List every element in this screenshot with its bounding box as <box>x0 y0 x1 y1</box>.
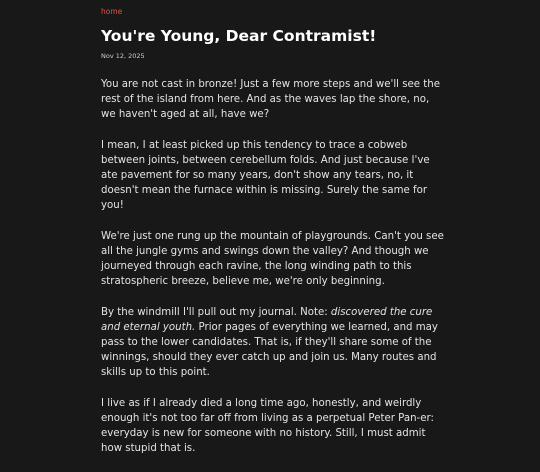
post-body <box>101 77 446 472</box>
post-date: Nov 12, 2025 <box>101 52 145 60</box>
paragraph-text: By the windmill I'll pull out my journal. Note: <box>101 307 331 318</box>
emphasis-text: discovered the cure and eternal youth. <box>101 307 433 333</box>
paragraph: You are not cast in bronze! Just a few more steps and we'll see the rest of the island from here. And as the waves lap the shore, no, we haven't aged at all, have we? <box>101 79 441 120</box>
post-title: You're Young, Dear Contramist! <box>101 27 377 45</box>
home-link[interactable]: home <box>101 7 123 16</box>
paragraph: I live as if I already died a long time ago, honestly, and weirdly enough it's not too far off from living as a perpetual Peter Pan-er: everyday is new for someone with no history. Still, I must admit how stupid that is. <box>101 398 434 454</box>
paragraph <box>101 305 446 380</box>
paragraph: We're just one rung up the mountain of playgrounds. Can't you see all the jungle gyms and swings down the valley? And though we journeyed through each ravine, the long winding path to this stratospheric breeze, believe me, we're only beginning. <box>101 231 444 287</box>
paragraph: I mean, I at least picked up this tendency to trace a cobweb between joints, between cerebellum folds. And just because I've ate pavement for so many years, don't show any tears, no, it doesn't mean the furnace within is missing. Surely the same for you! <box>101 140 430 211</box>
paragraph-text: Prior pages of everything we learned, and may pass to the lower candidates. That is, if they'll share some of the winnings, should they ever catch up and join us. Many routes and skills up to this point. <box>101 322 438 378</box>
